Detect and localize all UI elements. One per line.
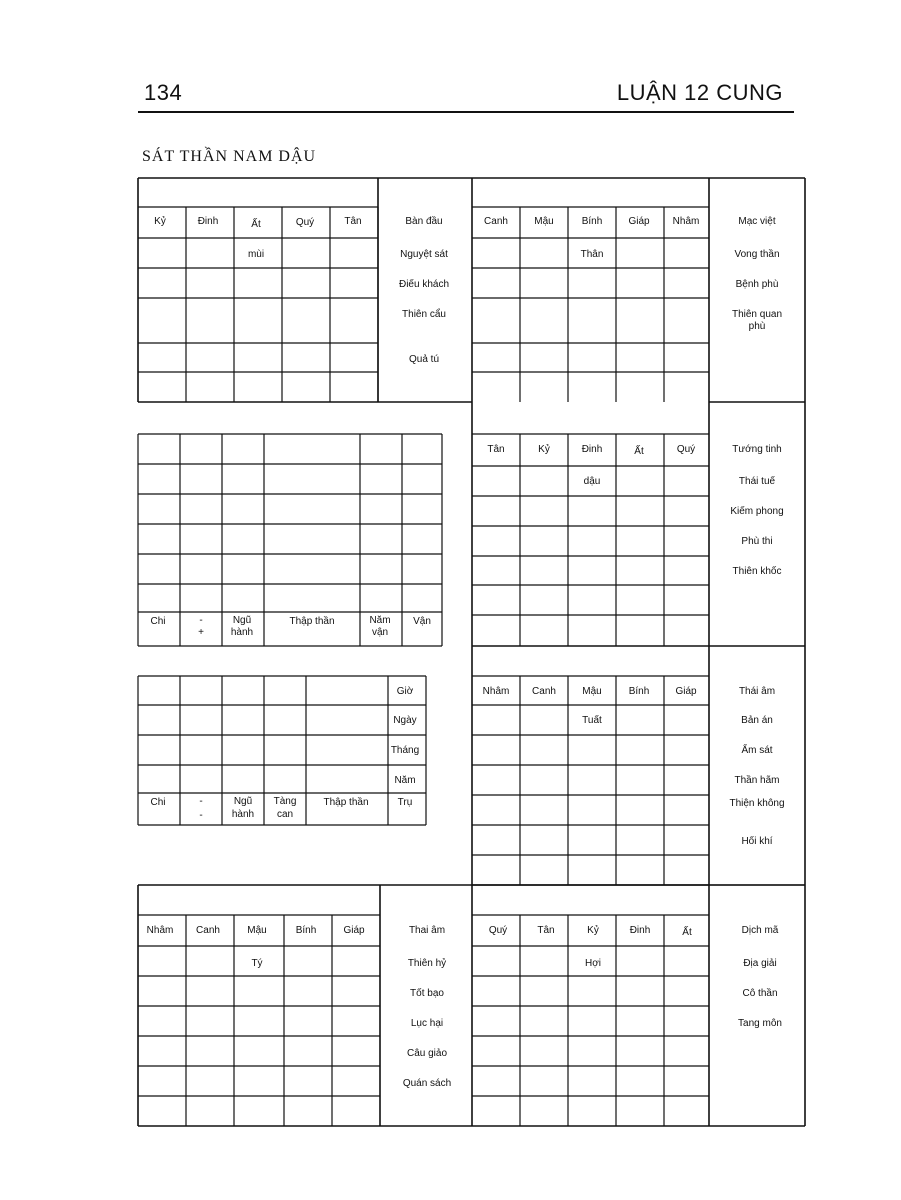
mrl-god-3: Ẩm sát bbox=[741, 745, 773, 756]
mrl-god-6: Hối khí bbox=[741, 836, 773, 847]
bl-god-1: Thai âm bbox=[408, 925, 446, 936]
mrl-stem-5: Giáp bbox=[675, 686, 697, 697]
luck-col-plus: + bbox=[198, 627, 204, 638]
br-god-2: Địa giải bbox=[743, 958, 777, 969]
pillar-row-tru: Trụ bbox=[397, 797, 413, 808]
tr-god-4: Thiên quan bbox=[731, 309, 783, 320]
pillar-col-hanh: hành bbox=[231, 809, 255, 820]
tl-god-1: Bàn đầu bbox=[405, 216, 443, 227]
mru-stem-1: Tân bbox=[487, 444, 505, 455]
bl-god-2: Thiên hỷ bbox=[407, 958, 447, 969]
bl-god-4: Lục hại bbox=[410, 1018, 444, 1029]
page-number: 134 bbox=[144, 80, 183, 105]
br-stem-1: Quý bbox=[488, 925, 508, 936]
mru-stem-3: Đinh bbox=[581, 444, 603, 455]
tl-god-3: Điếu khách bbox=[398, 279, 450, 290]
mru-stem-2: Kỷ bbox=[538, 444, 550, 455]
mrl-branch: Tuất bbox=[582, 715, 602, 726]
pillar-col-can: can bbox=[276, 809, 294, 820]
mru-branch: dậu bbox=[583, 476, 601, 487]
bl-god-6: Quán sách bbox=[402, 1078, 452, 1089]
tr-stem-3: Bính bbox=[581, 216, 603, 227]
tr-god-5: phù bbox=[748, 321, 766, 332]
mrl-god-4: Thần hãm bbox=[734, 775, 780, 786]
luck-col-chi: Chi bbox=[150, 616, 166, 627]
luck-col-van: vận bbox=[371, 627, 389, 638]
br-branch: Hợi bbox=[584, 958, 602, 969]
tl-branch: mùi bbox=[247, 249, 265, 260]
tr-stem-4: Giáp bbox=[628, 216, 650, 227]
tr-god-3: Bệnh phù bbox=[735, 279, 779, 290]
tr-stem-2: Mậu bbox=[534, 216, 554, 227]
luck-col-nam: Năm bbox=[369, 615, 391, 626]
tl-stem-1: Kỷ bbox=[154, 216, 166, 227]
pillar-row-ngay: Ngày bbox=[393, 715, 417, 726]
br-god-1: Dịch mã bbox=[741, 925, 779, 936]
luck-col-minus: - bbox=[199, 615, 203, 626]
mrl-god-5: Thiện không bbox=[729, 798, 785, 809]
luck-col-ngu: Ngũ bbox=[232, 615, 252, 626]
tr-god-1: Mạc việt bbox=[738, 216, 776, 227]
pillar-col-minus2: - bbox=[199, 810, 203, 821]
pillar-col-ngu: Ngũ bbox=[233, 796, 253, 807]
luck-col-van2: Vận bbox=[413, 616, 431, 627]
mrl-stem-3: Mậu bbox=[582, 686, 602, 697]
bl-stem-4: Bính bbox=[295, 925, 317, 936]
bl-stem-1: Nhâm bbox=[146, 925, 174, 936]
mru-god-5: Thiên khốc bbox=[732, 566, 782, 577]
book-title: LUẬN 12 CUNG bbox=[616, 80, 783, 105]
bl-stem-5: Giáp bbox=[343, 925, 365, 936]
bl-god-3: Tốt bạo bbox=[410, 988, 444, 999]
mrl-god-1: Thái âm bbox=[738, 686, 776, 697]
pillar-col-tang: Tàng bbox=[273, 796, 297, 807]
tl-stem-5: Tân bbox=[344, 216, 362, 227]
bl-god-5: Câu giảo bbox=[406, 1048, 448, 1059]
br-stem-3: Kỷ bbox=[587, 925, 599, 936]
tl-god-2: Nguyệt sát bbox=[400, 249, 448, 260]
mru-god-2: Thái tuế bbox=[738, 476, 776, 487]
tl-god-5: Quả tú bbox=[408, 354, 440, 365]
pillar-col-minus1: - bbox=[199, 796, 203, 807]
mru-god-1: Tướng tinh bbox=[732, 444, 782, 455]
tl-stem-2: Đinh bbox=[197, 216, 219, 227]
bl-branch: Tý bbox=[251, 958, 263, 969]
br-stem-4: Đinh bbox=[629, 925, 651, 936]
tr-god-2: Vong thần bbox=[734, 249, 780, 260]
br-stem-2: Tân bbox=[537, 925, 555, 936]
tl-stem-4: Quý bbox=[295, 217, 315, 228]
mrl-stem-1: Nhâm bbox=[482, 686, 510, 697]
tl-god-4: Thiên cẩu bbox=[402, 309, 446, 320]
section-title: SÁT THẦN NAM DẬU bbox=[142, 148, 317, 165]
bl-stem-3: Mậu bbox=[247, 925, 267, 936]
pillar-col-thapthan: Thập thần bbox=[323, 797, 369, 808]
mru-god-3: Kiếm phong bbox=[730, 506, 784, 517]
br-stem-5: Ất bbox=[682, 927, 692, 938]
mru-god-4: Phù thi bbox=[741, 536, 773, 547]
tr-stem-1: Canh bbox=[484, 216, 508, 227]
bl-stem-2: Canh bbox=[196, 925, 220, 936]
luck-col-thapthan: Thập thần bbox=[289, 616, 335, 627]
mrl-stem-2: Canh bbox=[532, 686, 556, 697]
luck-col-hanh: hành bbox=[230, 627, 254, 638]
br-god-4: Tang môn bbox=[738, 1018, 782, 1029]
br-god-3: Cô thần bbox=[742, 988, 778, 999]
tr-stem-5: Nhâm bbox=[672, 216, 700, 227]
pillar-row-gio: Giờ bbox=[396, 686, 414, 697]
mrl-god-2: Bản án bbox=[741, 715, 773, 726]
tl-stem-3: Ất bbox=[251, 219, 261, 230]
pillar-col-chi: Chi bbox=[150, 797, 166, 808]
mrl-stem-4: Bính bbox=[628, 686, 650, 697]
mru-stem-4: Ất bbox=[634, 446, 644, 457]
pillar-row-thang: Tháng bbox=[390, 745, 420, 756]
pillar-row-nam: Năm bbox=[394, 775, 416, 786]
tr-branch: Thân bbox=[580, 249, 604, 260]
mru-stem-5: Quý bbox=[676, 444, 696, 455]
